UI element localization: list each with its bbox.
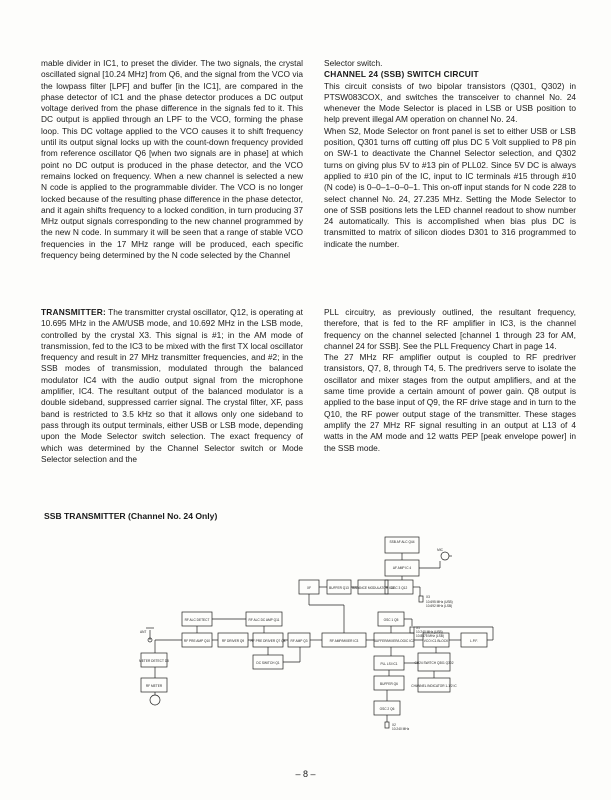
rf-pre-driver-label: RF PRE DRIVER Q7 Q8 (250, 639, 286, 643)
channel-24-paragraph-2: When S2, Mode Selector on front panel is set to either USB or LSB position, Q301 turns off cutting off plus DC 5 Volt supplied to P8 pin on SW-1 to deactivate the Channel Selector selection, and Q302 turns on giving plus 5V to #13 pin of PLL02. Since 5V DC is always applied to #10 pin of the IC, input to IC terminals #15 through #10 (N code) is 0–0–1–0–0–1. This on-off input stands for N code 228 to select channel No. 24, 27.235 MHz. Setting the Mode Selector to one of SSB positions lets the LED channel readout to show number 24 automatically. This is accomplished when bias plus DC is transmitted to matrix of silicon diodes D301 to 316 programmed to indicate the number. (324, 125, 576, 249)
channel-indicator-label: CHANNEL INDICATOR 1-1/2 IC (411, 684, 457, 688)
channel-24-heading: CHANNEL 24 (SSB) SWITCH CIRCUIT (324, 69, 479, 80)
osc2-label: OSC 2 Q6 (379, 707, 395, 711)
transmitter-text: The transmitter crystal oscillator, Q12, is operating at 10.695 MHz in the AM/USB mode, and 10.692 MHz in the LSB mode, controlled by the crystal X3. This signal is #1; in the AM mode of transmission, fed to the IC3 to be mixed with the first TX local oscillator frequency and result in 27 MHz transmitter frequencies, and #2; in the SSB modes of transmission, modulated through the balanced modulator IC4 with the audio output signal from the microphone amplifier, IC4. The resultant output of the balanced modulator is a double sideband, suppressed carrier signal. The crystal filter, XF, pass band is restricted to 3.5 kHz so that it allows only one sideband to pass through its output terminals, either USB or LSB mode, depending upon the Mode Selector switch selection. The exact frequency of which was determined by the Channel Selector switch or Mode Selector selection and the (41, 307, 303, 464)
page-number: – 8 – (295, 769, 316, 779)
ant-label: ANT (140, 630, 147, 634)
buffer-mixer-label: BUFFER/MIXER/LOGIC IC2 (373, 639, 415, 643)
mic-label: MIC (437, 548, 443, 552)
pll-lsi-label: PLL LSI IC1 (380, 662, 398, 666)
diagram-title: SSB TRANSMITTER (Channel No. 24 Only) (44, 511, 218, 521)
balanced-modulator-label: BALANCE MODULATOR IC4 (352, 586, 394, 590)
meter-detect-label: METER DETECT D8 (139, 659, 169, 663)
rf-amp-mixer-label: RF AMP/MIXER IC3 (329, 639, 359, 643)
x1-label: X1 (416, 626, 420, 630)
rf-amp-paragraph-1: PLL circuitry, as previously outlined, the resultant frequency, therefore, that is fed to the RF amplifier in IC3, is the channel frequency on the channel selected [channel 1 through 23 for AM, channel 24 for SSB]. See the PLL Frequency Chart in page 14. (324, 307, 576, 351)
x3-freq-2: 10.692 MHz (LSB) (426, 604, 453, 608)
ssb-af-alc-label: SSB AF ALC Q44 (389, 540, 415, 544)
osc3-label: OSC 3 Q12 (390, 586, 408, 590)
vco-label: VCO IC1 BLOCK (423, 639, 449, 643)
osc1-label: OSC 1 Q5 (383, 618, 399, 622)
rf-driver-label: RF DRIVER Q9 (221, 639, 245, 643)
pll-paragraph: mable divider in IC1, to preset the divider. The two signals, the crystal oscillated signal [10.24 MHz] from Q6, and the signal from the VCO via the lowpass filter [LPF] and buffer [in the IC1], are compared in the phase detector of IC1 and the phase detector produces a DC output voltage derived from the phase difference in the signals fed to it. This DC output is applied through an LPF to the VCO, forming the phase loop. This DC voltage applied to the VCO causes it to shift frequency until its output signal locks up with the count-down frequency provided from reference oscillator Q6 [when two signals are in phase] at which point no DC output is produced in the phase detector, and the VCO remains locked on frequency. When a new channel is selected a new N code is applied to the programmable divider. The VCO is no longer locked because of the resulting phase difference in the phase detector, and it again shifts frequency to a locked condition, in turn producing 37 MHz output signals corresponding to the new channel programmed by the new N code. In summary it will be seen that a range of stable VCO frequencies in the 17 MHz range will be produced, each specific frequency being determined by the N code selected by the Channel (41, 58, 303, 261)
buffer-q6-label: BUFFER Q6 (380, 682, 398, 686)
af-amp-label: AF AMP IC 4 (392, 566, 412, 570)
x1-freq-1: 10.240 MHz (USB) (416, 630, 443, 634)
rf-pre-amp-label: RF PRE AMP Q10 (183, 639, 211, 643)
lpf-label: L.P.F. (470, 639, 478, 643)
x2-freq: 10.240 MHz (392, 727, 410, 731)
transmitter-heading: TRANSMITTER: (41, 307, 106, 317)
rf-meter-label: RF METER (145, 684, 163, 688)
x3-freq-1: 10.695 MHz (USB) (426, 600, 453, 604)
rf-amp-paragraph-2: The 27 MHz RF amplifier output is coupled to RF predriver transistors, Q7, 8, through T4, 5. The predrivers serve to isolate the oscillator and mixer stages from the output amplifiers, and at the same time provide a certain amount of power gain. Q8 output is applied to the base input of Q9, the RF drive stage and in turn to the Q10, the RF power output stage of the transmitter. These stages amplify the 27 MHz RF signal resulting in an output at L13 of 4 watts in the AM mode and 12 watts PEP [peak envelope power] in the SSB mode. (324, 352, 576, 453)
rf-amp-label: RF AMP Q3 (290, 639, 308, 643)
x2-label: X2 (392, 723, 396, 727)
xf-label: XF (306, 586, 312, 590)
rf-alc-detect-label: RF ALC DETECT (184, 618, 210, 622)
x1-freq-2: 10.8875 MHz (LSB) (416, 634, 444, 638)
channel-24-paragraph-1: This circuit consists of two bipolar transistors (Q301, Q302) in PTSW083COX, and switches the transceiver to channel No. 24 whenever the Mode Selector is placed in LSB or USB position to help prevent illegal AM operation on channel No. 24. (324, 80, 576, 125)
buffer-q13-label: BUFFER Q13 (329, 586, 349, 590)
rf-alc-dc-amp-label: RF ALC DC AMP Q11 (248, 618, 280, 622)
ch24-switch-label: CH24 SWITCH Q301 Q302 (414, 661, 454, 665)
selector-switch-continuation: Selector switch. (324, 58, 383, 68)
x3-label: X3 (426, 595, 430, 599)
dc-switch-label: DC SWITCH Q1 (256, 661, 280, 665)
